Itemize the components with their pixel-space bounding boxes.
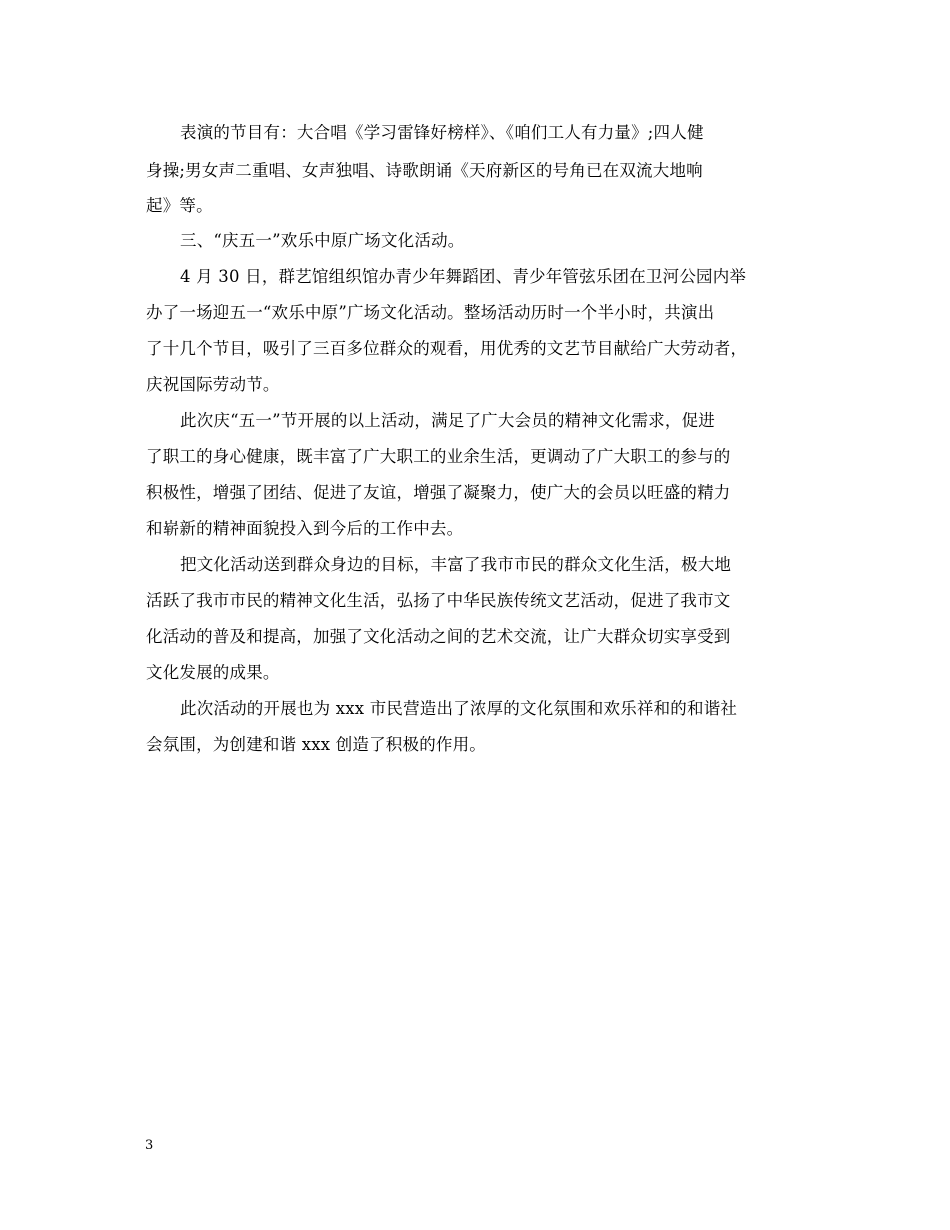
- paragraph-line: 活跃了我市市民的精神文化生活，弘扬了中华民族传统文艺活动，促进了我市文: [146, 591, 731, 610]
- paragraph-line: 把文化活动送到群众身边的目标，丰富了我市市民的群众文化生活，极大地: [180, 555, 732, 574]
- paragraph-line: 起》等。: [146, 196, 213, 215]
- paragraph-line: 了十几个节目，吸引了三百多位群众的观看，用优秀的文艺节目献给广大劳动者，: [146, 339, 748, 358]
- paragraph-line: 此次庆“五一”节开展的以上活动，满足了广大会员的精神文化需求，促进: [180, 411, 715, 430]
- paragraph-line: 庆祝国际劳动节。: [146, 375, 280, 394]
- paragraph-line: 表演的节目有：大合唱《学习雷锋好榜样》、《咱们工人有力量》;四人健: [180, 123, 704, 142]
- paragraph-line: 身操;男女声二重唱、女声独唱、诗歌朗诵《天府新区的号角已在双流大地响: [146, 161, 703, 180]
- section-heading: 三、“庆五一”欢乐中原广场文化活动。: [180, 231, 465, 250]
- paragraph-line: 办了一场迎五一“欢乐中原”广场文化活动。整场活动历时一个半小时，共演出: [146, 303, 715, 322]
- page-number: 3: [145, 1138, 154, 1153]
- paragraph-line: 积极性，增强了团结、促进了友谊，增强了凝聚力，使广大的会员以旺盛的精力: [146, 483, 731, 502]
- paragraph-line: 和崭新的精神面貌投入到今后的工作中去。: [146, 519, 464, 538]
- paragraph-line: 4 月 30 日，群艺馆组织馆办青少年舞蹈团、青少年管弦乐团在卫河公园内举: [180, 267, 747, 286]
- paragraph-line: 此次活动的开展也为 xxx 市民营造出了浓厚的文化氛围和欢乐祥和的和谐社: [180, 699, 738, 718]
- paragraph-line: 化活动的普及和提高，加强了文化活动之间的艺术交流，让广大群众切实享受到: [146, 627, 731, 646]
- paragraph-line: 文化发展的成果。: [146, 663, 280, 682]
- paragraph-line: 会氛围，为创建和谐 xxx 创造了积极的作用。: [146, 735, 487, 754]
- paragraph-line: 了职工的身心健康，既丰富了广大职工的业余生活，更调动了广大职工的参与的: [146, 447, 731, 466]
